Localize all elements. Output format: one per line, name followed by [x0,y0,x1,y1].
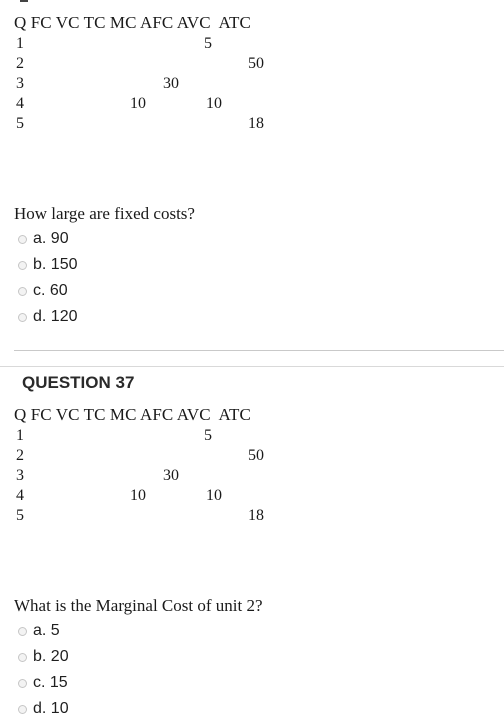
radio-circle-icon[interactable] [18,235,27,244]
avc-row-4-value: 10 [206,487,222,504]
q36-choice-a[interactable] [18,228,69,250]
row-label-1: 1 [16,427,24,444]
top-edge-mark [20,0,28,2]
q36-choice-c-label: c. 60 [33,282,68,299]
q37-choice-d[interactable] [18,698,69,720]
avc-row-1-value: 5 [204,35,212,52]
q37-choice-b[interactable] [18,646,69,668]
q37-choice-a[interactable] [18,620,60,642]
q37-choice-b-label: b. 20 [33,648,69,665]
q36-choice-d[interactable] [18,306,77,328]
row-label-4: 4 [16,487,24,504]
row-label-2: 2 [16,55,24,72]
row-label-1: 1 [16,35,24,52]
radio-circle-icon[interactable] [18,653,27,662]
atc-row-2-value: 50 [248,55,264,72]
q36-choice-b[interactable] [18,254,77,276]
q36-choice-c[interactable] [18,280,68,302]
mc-row-3-value: 30 [163,467,179,484]
section-divider [14,350,504,351]
section-divider-lower [0,366,504,367]
q36-choice-a-label: a. 90 [33,230,69,247]
atc-row-5-value: 18 [248,507,264,524]
q37-choice-d-label: d. 10 [33,700,69,717]
cost-table-header: Q FC VC TC MC AFC AVC ATC [14,13,251,32]
tc-row-4-value: 10 [130,487,146,504]
radio-circle-icon[interactable] [18,705,27,714]
tc-row-4-value: 10 [130,95,146,112]
q36-choice-b-label: b. 150 [33,256,78,273]
q37-choice-c-label: c. 15 [33,674,68,691]
row-label-3: 3 [16,75,24,92]
question-37-prompt: What is the Marginal Cost of unit 2? [14,596,263,615]
row-label-4: 4 [16,95,24,112]
row-label-2: 2 [16,447,24,464]
radio-circle-icon[interactable] [18,313,27,322]
q36-choice-d-label: d. 120 [33,308,78,325]
cost-table-header: Q FC VC TC MC AFC AVC ATC [14,405,251,424]
radio-circle-icon[interactable] [18,627,27,636]
question-36-prompt: How large are fixed costs? [14,204,195,223]
row-label-5: 5 [16,115,24,132]
mc-row-3-value: 30 [163,75,179,92]
atc-row-2-value: 50 [248,447,264,464]
question-37-title: QUESTION 37 [22,373,135,392]
q37-choice-c[interactable] [18,672,68,694]
radio-circle-icon[interactable] [18,679,27,688]
row-label-5: 5 [16,507,24,524]
radio-circle-icon[interactable] [18,261,27,270]
avc-row-4-value: 10 [206,95,222,112]
q37-choice-a-label: a. 5 [33,622,60,639]
radio-circle-icon[interactable] [18,287,27,296]
avc-row-1-value: 5 [204,427,212,444]
row-label-3: 3 [16,467,24,484]
atc-row-5-value: 18 [248,115,264,132]
